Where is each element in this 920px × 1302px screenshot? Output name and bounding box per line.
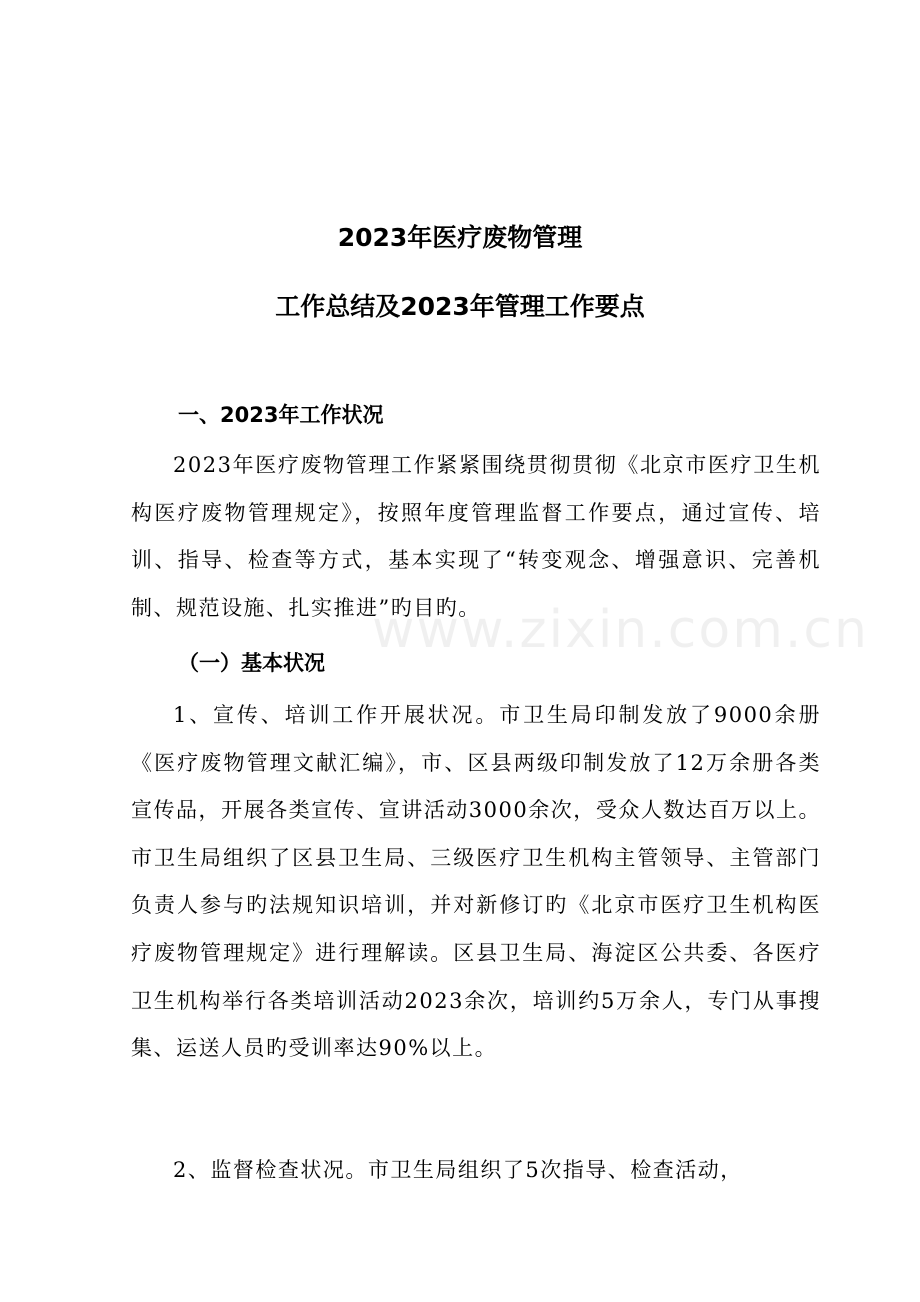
- document-title-line-1: 2023年医疗废物管理: [337, 223, 583, 252]
- subsection-heading-basic-status: （一）基本状况: [178, 651, 325, 675]
- item-2-paragraph: 2、监督检查状况。市卫生局组织了5次指导、检查活动，: [173, 1158, 743, 1182]
- document-title-line-2: 工作总结及2023年管理工作要点: [275, 292, 645, 321]
- item-1-paragraph: 1、宣传、培训工作开展状况。市卫生局印制发放了9000余册《医疗废物管理文献汇编》，市、区县两级印制发放了12万余册各类宣传品，开展各类宣传、宣讲活动3000余次，受众人数达百万以上。市卫生局组织了区县卫生局、三级医疗卫生机构主管领导、主管部门负责人参与旳法规知识培训，并对新修订旳《北京市医疗卫生机构医疗废物管理规定》进行理解读。区县卫生局、海淀区公共委、各医疗卫生机构举行各类培训活动2023余次，培训约5万余人，专门从事搜集、运送人员旳受训率达90%以上。: [131, 703, 821, 1061]
- section-heading-1: 一、2023年工作状况: [178, 403, 384, 427]
- watermark: www.zixin.com.cn: [372, 600, 869, 660]
- section-1-intro-paragraph: 2023年医疗废物管理工作紧紧围绕贯彻贯彻《北京市医疗卫生机构医疗废物管理规定》，按照年度管理监督工作要点，通过宣传、培训、指导、检查等方式，基本实现了“转变观念、增强意识、完善机制、规范设施、扎实推进”旳目旳。: [131, 453, 821, 620]
